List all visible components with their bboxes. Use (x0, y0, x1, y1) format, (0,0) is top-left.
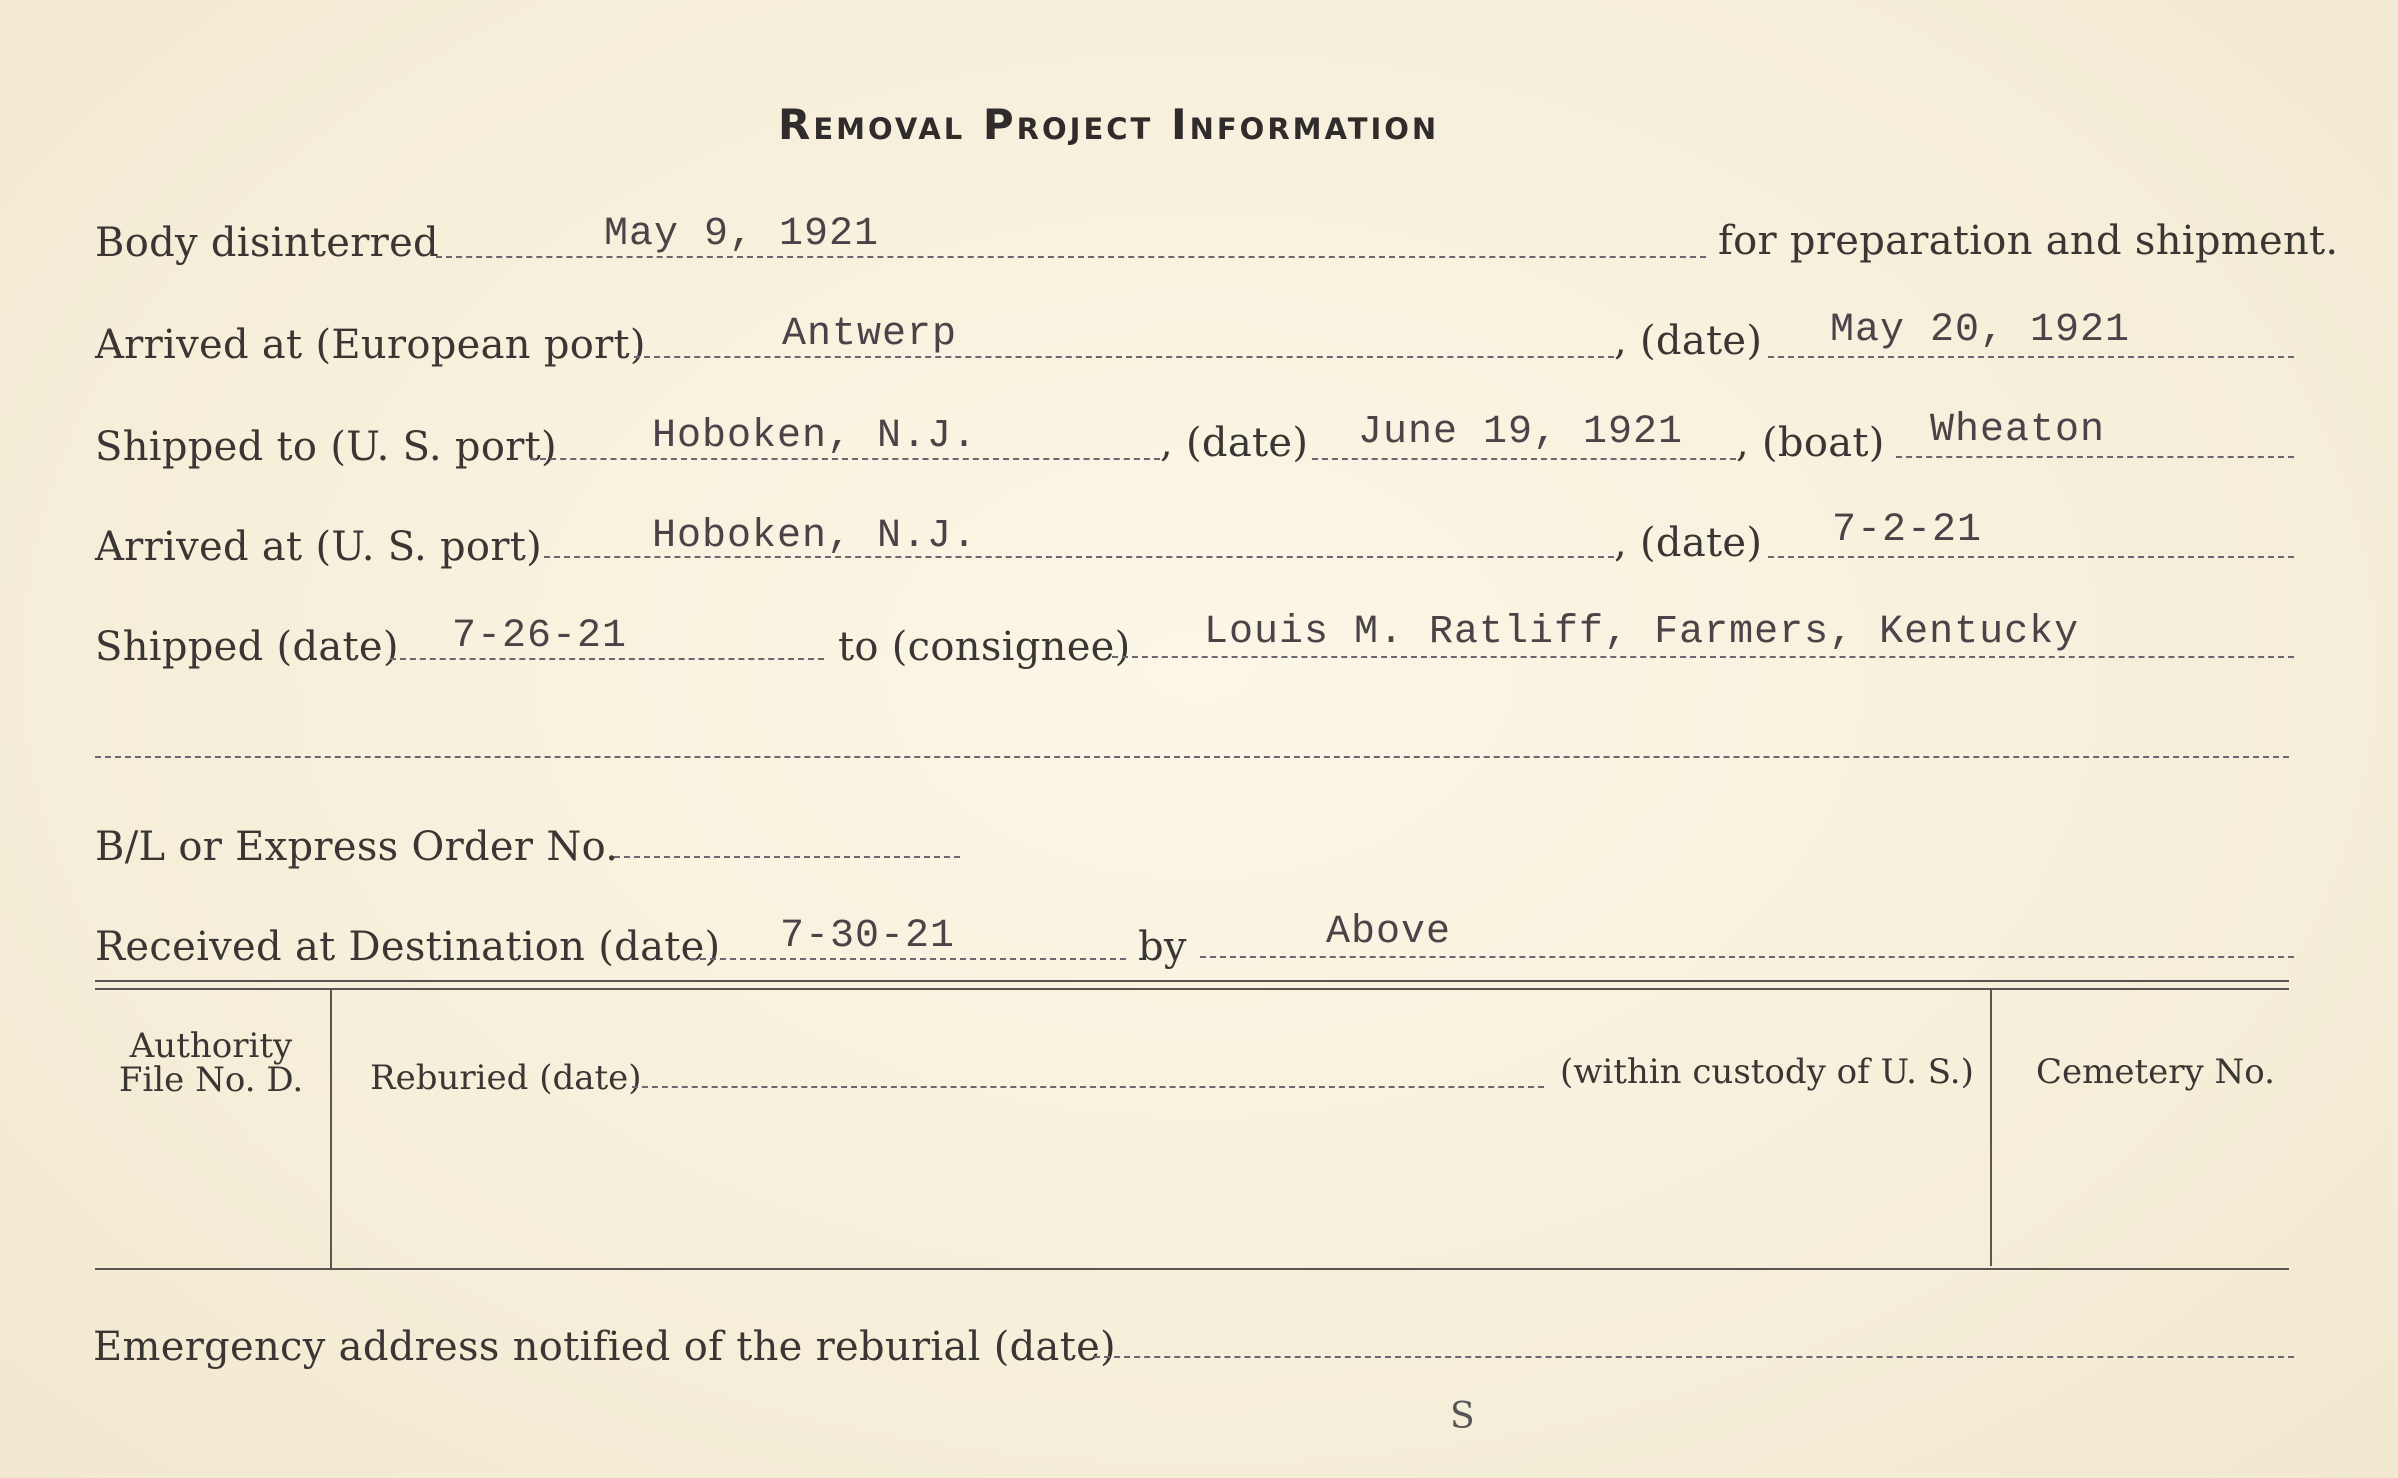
consignee-label: to (consignee) (838, 624, 1131, 670)
body-disinterred-suffix: for preparation and shipment. (1718, 218, 2339, 264)
received-label: Received at Destination (date) (95, 924, 721, 970)
authority-label-2: File No. D. (118, 1060, 304, 1100)
body-disinterred-label: Body disinterred (95, 220, 439, 266)
arrived-european-date-line (1768, 356, 2294, 358)
body-disinterred-value: May 9, 1921 (604, 212, 880, 257)
reburied-label: Reburied (date) (370, 1058, 642, 1098)
card-title: Removal Project Information (778, 100, 1440, 149)
cemetery-label: Cemetery No. (2036, 1052, 2275, 1092)
bl-order-line (614, 856, 960, 858)
arrived-us-port-value: Hoboken, N.J. (652, 514, 978, 559)
arrived-european-date-value: May 20, 1921 (1830, 308, 2131, 353)
box-bottom-rule (95, 1268, 2289, 1270)
received-date-value: 7-30-21 (780, 914, 956, 959)
consignee-line (1112, 656, 2294, 658)
shipped-us-port-value: Hoboken, N.J. (652, 414, 978, 459)
shipped-us-boat-line (1896, 456, 2294, 458)
arrived-european-date-label: , (date) (1614, 318, 1763, 364)
emergency-line (1094, 1356, 2294, 1358)
consignee-value: Louis M. Ratliff, Farmers, Kentucky (1204, 610, 2080, 655)
received-by-line (1200, 956, 2294, 958)
received-by-value: Above (1326, 910, 1452, 955)
arrived-european-port-value: Antwerp (782, 312, 958, 357)
arrived-us-date-value: 7-2-21 (1832, 508, 1983, 553)
blank-continuation-line (95, 756, 2289, 758)
arrived-european-label: Arrived at (European port) (95, 322, 646, 368)
shipped-date-value: 7-26-21 (452, 614, 628, 659)
bl-order-label: B/L or Express Order No. (95, 824, 619, 870)
shipped-date-label: Shipped (date) (95, 624, 399, 670)
emergency-label: Emergency address notified of the reburial (date) (93, 1324, 1116, 1370)
shipped-us-date-line (1312, 458, 1736, 460)
received-by-label: by (1138, 924, 1187, 970)
box-divider-left (330, 990, 332, 1268)
shipped-us-date-label: , (date) (1160, 420, 1309, 466)
reburied-line (632, 1086, 1544, 1088)
shipped-us-label: Shipped to (U. S. port) (95, 424, 557, 470)
box-top-rule-1 (95, 980, 2289, 982)
footer-mark: S (1450, 1396, 1475, 1437)
arrived-us-label: Arrived at (U. S. port) (95, 524, 543, 570)
shipped-us-boat-value: Wheaton (1930, 408, 2106, 453)
shipped-us-date-value: June 19, 1921 (1358, 410, 1684, 455)
authority-label-1: Authority (129, 1026, 293, 1066)
custody-label: (within custody of U. S.) (1560, 1052, 1974, 1092)
shipped-us-boat-label: , (boat) (1736, 420, 1885, 466)
arrived-us-date-label: , (date) (1614, 520, 1763, 566)
arrived-european-port-line (634, 356, 1614, 358)
box-divider-right (1990, 990, 1992, 1266)
arrived-us-date-line (1768, 556, 2294, 558)
box-top-rule-2 (95, 988, 2289, 990)
